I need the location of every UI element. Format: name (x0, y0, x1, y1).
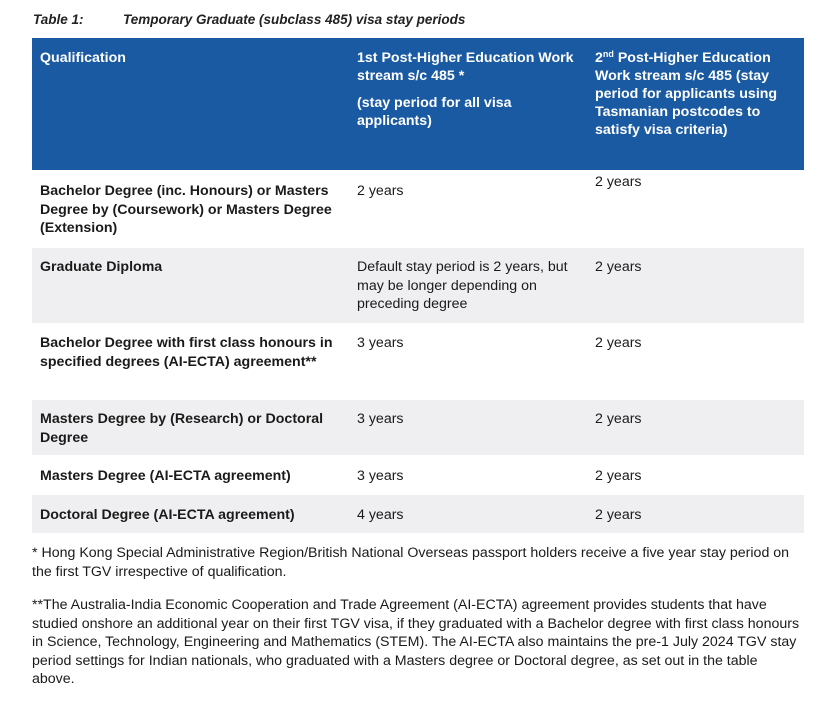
second-stay-cell: 2 years (587, 495, 804, 533)
table-row (32, 248, 804, 323)
first-stay-cell: 3 years (357, 468, 404, 484)
qualification-cell: Bachelor Degree with first class honours in specified degrees (AI-ECTA) agreement** (40, 335, 333, 370)
header-first-stream-title: 1st Post-Higher Education Work stream s/c 485 * (357, 50, 574, 84)
first-stay-cell: 2 years (357, 183, 404, 199)
qualification-cell: Graduate Diploma (32, 248, 349, 323)
header-qualification: Qualification (32, 38, 349, 170)
table-row (32, 495, 804, 533)
table-row (32, 455, 804, 495)
header-second-stream-text: Post-Higher Education Work stream s/c 485 (stay period for applicants using Tasmanian postcodes to satisfy visa criteria) (595, 50, 778, 138)
stay-periods-table (32, 38, 804, 533)
table-title: Temporary Graduate (subclass 485) visa stay periods (123, 12, 466, 27)
table-number: Table 1: (33, 12, 84, 27)
table-caption (33, 12, 465, 27)
header-first-stream-note: (stay period for all visa applicants) (357, 95, 512, 129)
header-second-stream (587, 38, 804, 170)
second-stay-cell: 2 years (595, 468, 642, 484)
second-stay-cell: 2 years (587, 400, 804, 455)
table-row (32, 323, 804, 400)
qualification-cell: Doctoral Degree (AI-ECTA agreement) (32, 495, 349, 533)
header-first-stream (349, 38, 587, 170)
qualification-cell: Bachelor Degree (inc. Honours) or Masters Degree by (Coursework) or Masters Degree (Extension) (40, 183, 332, 236)
second-stay-cell: 2 years (595, 174, 642, 190)
table-row (32, 170, 804, 248)
footnote-hong-kong: * Hong Kong Special Administrative Region/British National Overseas passport holders receive a five year stay period on the first TGV irrespective of qualification. (32, 545, 790, 580)
second-stay-cell: 2 years (595, 335, 642, 351)
second-stay-cell: 2 years (587, 248, 804, 323)
header-second-stream-prefix: 2 (595, 50, 603, 66)
first-stay-cell: 3 years (349, 400, 587, 455)
qualification-cell: Masters Degree (AI-ECTA agreement) (40, 468, 291, 484)
table-row (32, 400, 804, 455)
first-stay-cell: 3 years (357, 335, 404, 351)
first-stay-cell: Default stay period is 2 years, but may be longer depending on preceding degree (349, 248, 587, 323)
table-header-row (32, 38, 804, 170)
header-second-stream-sup: nd (602, 49, 614, 59)
first-stay-cell: 4 years (349, 495, 587, 533)
qualification-cell: Masters Degree by (Research) or Doctoral Degree (32, 400, 349, 455)
footnote-ai-ecta: **The Australia-India Economic Cooperation and Trade Agreement (AI-ECTA) agreement provides students that have studied onshore an additional year on their first TGV visa, if they graduated with a Bachelor degree with first class honours in Science, Technology, Engineering and Mathematics (STEM). The AI-ECTA also maintains the pre-1 July 2024 TGV stay period settings for Indian nationals, who graduated with a Masters degree or Doctoral degree, as set out in the table above. (32, 597, 800, 687)
